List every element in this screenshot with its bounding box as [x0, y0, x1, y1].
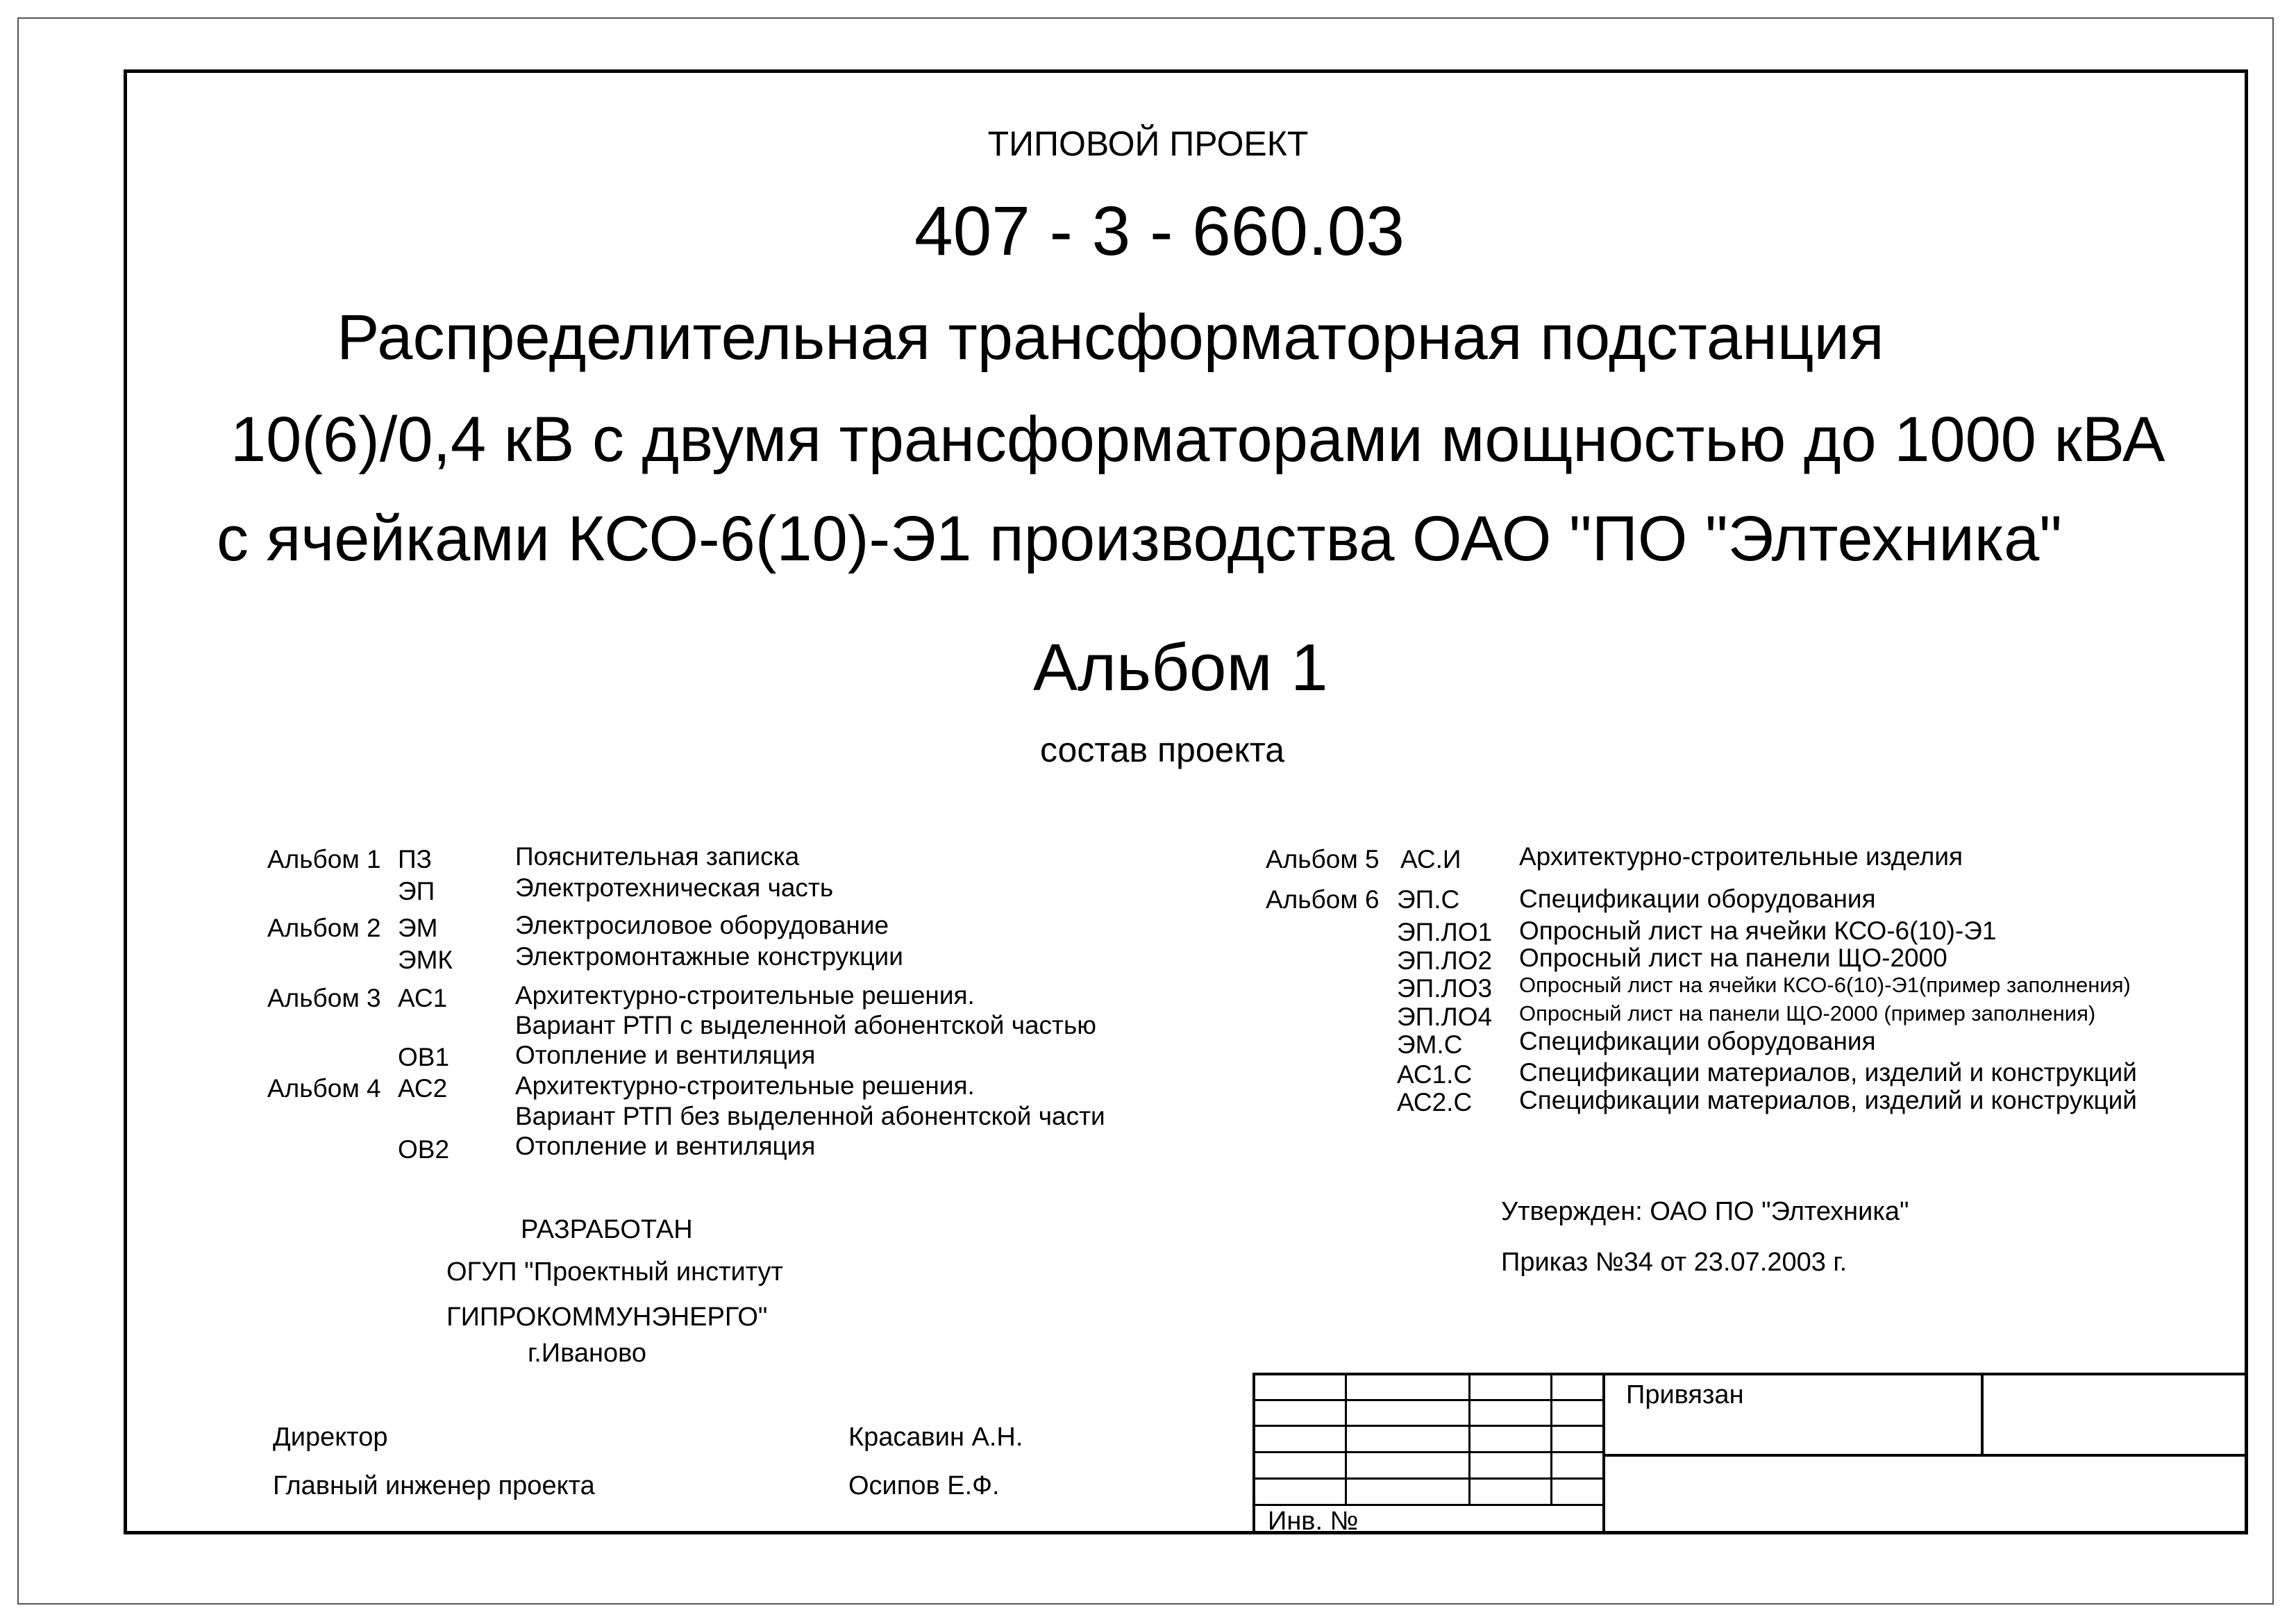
list-item-code: ЭМ [398, 914, 438, 942]
list-item-album: Альбом 4 [267, 1074, 381, 1103]
list-item-desc: Вариант РТП без выделенной абонентской части [515, 1102, 1105, 1130]
list-item-code: ОВ2 [398, 1135, 450, 1164]
list-item-code: ЭП.ЛО4 [1397, 1003, 1493, 1031]
developer-org-line-2: ГИПРОКОММУНЭНЕРГО" [446, 1303, 768, 1332]
list-item-desc: Опросный лист на ячейки КСО-6(10)-Э1(пример заполнения) [1519, 973, 2131, 997]
list-item-desc: Опросный лист на ячейки КСО-6(10)-Э1 [1519, 916, 1997, 945]
stamp-line [1602, 1454, 2247, 1457]
list-item-code: ПЗ [398, 845, 432, 873]
list-item-code: ЭМ.С [1397, 1030, 1463, 1059]
list-item-album: Альбом 1 [267, 845, 381, 873]
list-item-code: ЭМК [398, 946, 453, 974]
list-item-album: Альбом 2 [267, 914, 381, 942]
list-item-desc: Отопление и вентиляция [515, 1041, 816, 1069]
developer-city: г.Иваново [528, 1339, 646, 1368]
drawing-frame [124, 69, 2248, 1534]
project-type: ТИПОВОЙ ПРОЕКТ [987, 124, 1309, 163]
list-item-desc: Спецификации оборудования [1519, 1027, 1876, 1055]
list-item-code: АС1 [398, 984, 448, 1012]
list-item-desc: Опросный лист на панели ЩО-2000 [1519, 944, 1947, 972]
list-item-desc: Электросиловое оборудование [515, 911, 889, 939]
signature-name: Осипов Е.Ф. [848, 1471, 1000, 1500]
stamp-privyazan: Привязан [1626, 1380, 1744, 1409]
stamp-inv-no: Инв. № [1268, 1507, 1359, 1536]
list-item-code: ЭП [398, 877, 435, 905]
list-item-desc: Спецификации оборудования [1519, 885, 1876, 913]
list-item-desc: Пояснительная записка [515, 842, 800, 871]
approval-text: Утвержден: ОАО ПО "Элтехника" [1501, 1197, 1909, 1226]
stamp-line [1252, 1373, 1255, 1532]
signature-role: Директор [273, 1423, 388, 1452]
list-item-desc: Архитектурно-строительные решения. [515, 1071, 975, 1100]
stamp-line [1468, 1373, 1470, 1505]
album-title: Альбом 1 [1033, 630, 1328, 705]
stamp-line [1254, 1373, 2247, 1375]
list-item-desc: Электромонтажные конструкции [515, 942, 903, 971]
developer-org-line-1: ОГУП "Проектный институт [446, 1257, 783, 1287]
subtitle: состав проекта [1040, 730, 1285, 769]
stamp-line [1981, 1373, 1984, 1455]
approval-order: Приказ №34 от 23.07.2003 г. [1501, 1248, 1847, 1277]
list-item-code: ЭП.С [1397, 885, 1460, 914]
list-item-code: ОВ1 [398, 1043, 450, 1071]
list-item-desc: Спецификации материалов, изделий и конструкций [1519, 1058, 2137, 1087]
list-item-code: АС1.С [1397, 1060, 1473, 1089]
list-item-code: АС2 [398, 1074, 448, 1103]
project-code: 407 - 3 - 660.03 [914, 192, 1405, 270]
title-line-1: Распределительная трансформаторная подстанция [337, 302, 1884, 373]
list-item-desc: Электротехническая часть [515, 873, 834, 902]
stamp-line [1345, 1373, 1347, 1505]
signature-role: Главный инженер проекта [273, 1471, 595, 1500]
list-item-album: Альбом 6 [1266, 885, 1380, 914]
stamp-line [1550, 1373, 1552, 1505]
title-line-3: с ячейками КСО-6(10)-Э1 производства ОАО "ПО "Элтехника" [217, 503, 2062, 574]
list-item-desc: Архитектурно-строительные решения. [515, 981, 975, 1010]
list-item-code: АС2.С [1397, 1088, 1473, 1116]
title-line-2: 10(6)/0,4 кВ с двумя трансформаторами мощностью до 1000 кВА [231, 404, 2165, 475]
list-item-desc: Опросный лист на панели ЩО-2000 (пример заполнения) [1519, 1001, 2096, 1026]
signature-name: Красавин А.Н. [848, 1423, 1023, 1452]
stamp-line [1602, 1373, 1605, 1532]
list-item-album: Альбом 5 [1266, 845, 1380, 873]
list-item-code: ЭП.ЛО1 [1397, 918, 1493, 946]
list-item-desc: Вариант РТП с выделенной абонентской частью [515, 1011, 1097, 1039]
developer-label: РАЗРАБОТАН [521, 1215, 693, 1244]
list-item-desc: Отопление и вентиляция [515, 1132, 816, 1160]
list-item-album: Альбом 3 [267, 984, 381, 1012]
list-item-desc: Спецификации материалов, изделий и конструкций [1519, 1086, 2137, 1114]
list-item-code: ЭП.ЛО3 [1397, 974, 1493, 1003]
list-item-code: АС.И [1400, 845, 1461, 873]
list-item-desc: Архитектурно-строительные изделия [1519, 842, 1963, 871]
list-item-code: ЭП.ЛО2 [1397, 946, 1493, 975]
